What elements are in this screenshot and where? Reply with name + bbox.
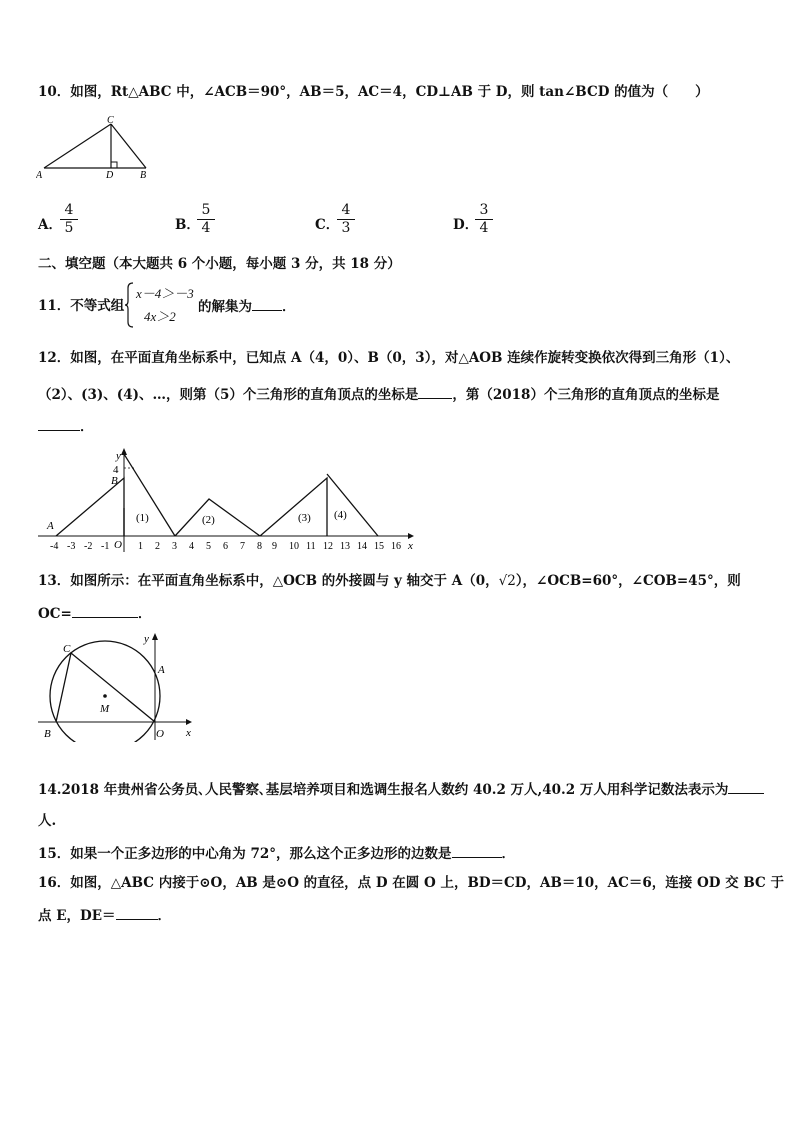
q11-answer-blank[interactable]	[252, 296, 282, 311]
q10-text: 10．如图，Rt△ABC 中，∠ACB＝90°，AB＝5，AC＝4，CD⊥AB 于 D，则 tan∠BCD 的值为（ ）	[38, 84, 709, 100]
tick-label: 1	[138, 541, 143, 552]
label-A: A	[158, 664, 165, 676]
q13-text-b: ），∠OCB=60°，∠COB=45°，则	[515, 573, 741, 589]
tick-label: 9	[272, 541, 277, 552]
q12-line-2	[38, 384, 719, 405]
tick-label: 11	[306, 541, 316, 552]
q12-line-2b: ，第（2018）个三角形的直角顶点的坐标是	[452, 387, 720, 403]
tick-label: 12	[323, 541, 333, 552]
q13-answer-blank[interactable]	[72, 603, 138, 618]
option-d-numerator: 3	[475, 202, 493, 220]
tick-label: -3	[67, 541, 76, 552]
tick-label: 15	[374, 541, 384, 552]
tick-label: -4	[50, 541, 59, 552]
label-M: M	[100, 703, 110, 715]
q15-end: ．	[501, 846, 516, 862]
q12-line-3-end: ．	[80, 419, 94, 435]
tick-label: -1	[101, 541, 110, 552]
q11-suffix: 的解集为	[198, 299, 252, 315]
q14-line-2: 人.	[38, 813, 57, 829]
q13-line-2	[38, 603, 151, 624]
tri-label-1: (1)	[136, 512, 149, 524]
option-d-label: D．	[453, 217, 479, 233]
option-c-numerator: 4	[337, 202, 355, 220]
q15-text: 15．如果一个正多边形的中心角为 72°，那么这个正多边形的边数是	[38, 846, 452, 862]
option-b-label: B．	[175, 217, 200, 233]
option-d-fraction	[475, 202, 493, 237]
tick-label: 16	[391, 541, 401, 552]
q14-answer-blank[interactable]	[728, 779, 764, 794]
option-c-label: C．	[315, 217, 340, 233]
label-O: O	[114, 539, 122, 551]
x-axis-label: x	[186, 727, 191, 739]
option-a-numerator: 4	[60, 202, 78, 220]
q11-end: ．	[282, 299, 296, 315]
tick-label: 10	[289, 541, 299, 552]
tri-label-3: (3)	[298, 512, 311, 524]
label-C: C	[63, 643, 71, 655]
q11-inequality-2: 4x＞2	[144, 309, 176, 324]
option-a-fraction	[60, 202, 78, 237]
y-axis-label: y	[116, 450, 121, 462]
tick-label: 6	[223, 541, 228, 552]
q11-inequality-1: x－4＞－3	[136, 286, 194, 301]
q15-answer-blank[interactable]	[452, 843, 502, 858]
brace-icon	[124, 282, 134, 328]
option-b-denominator: 4	[201, 220, 211, 236]
q12-answer-blank-2[interactable]	[38, 416, 80, 431]
tick-label: 8	[257, 541, 262, 552]
tri-label-4: (4)	[334, 509, 347, 521]
q16-end: ．	[157, 908, 171, 924]
tick-label: -2	[84, 541, 93, 552]
tick-label: 4	[189, 541, 194, 552]
q16-answer-blank[interactable]	[116, 905, 158, 920]
option-c-fraction	[337, 202, 355, 237]
q15-line	[38, 843, 515, 864]
label-C: C	[107, 115, 114, 126]
label-B: B	[44, 728, 51, 740]
option-b-fraction	[197, 202, 215, 237]
tri-label-2: (2)	[202, 514, 215, 526]
q16-de: 点 E，DE＝	[38, 908, 116, 924]
label-A: A	[47, 520, 54, 532]
tick-label: 14	[357, 541, 367, 552]
tick-label: 7	[240, 541, 245, 552]
q16-line-1: 16．如图，△ABC 内接于⊙O，AB 是⊙O 的直径，点 D 在圆 O 上，BD＝CD，AB＝10，AC＝6，连接 OD 交 BC 于	[38, 875, 784, 891]
sqrt-two: √2	[498, 573, 516, 589]
tick-label: 2	[155, 541, 160, 552]
q16-line-2	[38, 905, 171, 926]
q12-rotation-figure	[36, 448, 416, 558]
tick-label: 5	[206, 541, 211, 552]
label-D: D	[106, 170, 114, 181]
q13-end: ．	[137, 606, 152, 622]
q11-prefix: 11．不等式组	[38, 298, 125, 314]
section-2-title: 二、填空题（本大题共 6 个小题，每小题 3 分，共 18 分）	[38, 256, 401, 272]
q10-triangle-figure	[36, 112, 152, 182]
q11-suffix-line	[198, 296, 296, 317]
label-O: O	[156, 728, 164, 740]
option-d-denominator: 4	[479, 220, 489, 236]
q14-text: 14.2018 年贵州省公务员､人民警察､基层培养项目和选调生报名人数约 40.2 万人,40.2 万人用科学记数法表示为	[38, 782, 729, 798]
q13-text-a: 13．如图所示：在平面直角坐标系中，△OCB 的外接圆与 y 轴交于 A（0，	[38, 573, 499, 589]
q12-line-1: 12．如图，在平面直角坐标系中，已知点 A（4，0）、B（0，3），对△AOB 连续作旋转变换依次得到三角形（1）、	[38, 350, 740, 366]
x-axis-label: x	[408, 540, 413, 552]
q13-circle-figure	[36, 630, 196, 742]
tick-label: 13	[340, 541, 350, 552]
option-a-label: A．	[38, 217, 62, 233]
q12-line-2a: （2）、(3)、(4)、…，则第（5）个三角形的直角顶点的坐标是	[38, 387, 419, 403]
option-c-denominator: 3	[341, 220, 351, 236]
q13-line-1	[38, 571, 741, 591]
q13-oc: OC=	[38, 606, 72, 622]
q14-line-1	[38, 779, 764, 800]
label-B: B	[111, 475, 118, 487]
label-A: A	[36, 170, 43, 181]
tick-label: 3	[172, 541, 177, 552]
option-a-denominator: 5	[64, 220, 74, 236]
q12-line-3	[38, 416, 94, 437]
y-axis-label: y	[144, 633, 149, 645]
label-B: B	[140, 170, 147, 181]
label-four: 4	[113, 464, 119, 476]
option-b-numerator: 5	[197, 202, 215, 220]
q12-answer-blank-1[interactable]	[418, 384, 452, 399]
